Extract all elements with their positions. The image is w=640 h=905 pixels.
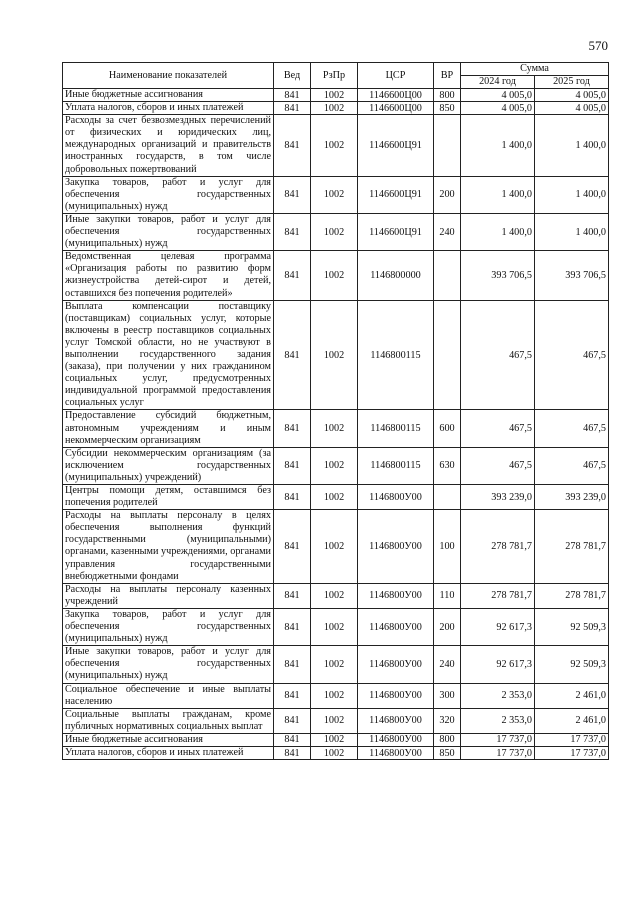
header-sum: Сумма bbox=[461, 63, 609, 76]
row-ved: 841 bbox=[274, 251, 311, 300]
row-value-2024: 1 400,0 bbox=[461, 176, 535, 213]
row-rzpr: 1002 bbox=[311, 447, 358, 484]
row-name: Закупка товаров, работ и услуг для обеспечения государственных (муниципальных) нужд bbox=[63, 608, 274, 645]
header-rzpr: РзПр bbox=[311, 63, 358, 89]
row-csr: 1146600Ц91 bbox=[358, 115, 434, 176]
row-value-2024: 467,5 bbox=[461, 447, 535, 484]
row-name: Иные закупки товаров, работ и услуг для обеспечения государственных (муниципальных) нужд bbox=[63, 646, 274, 683]
row-vr: 630 bbox=[434, 447, 461, 484]
row-value-2024: 1 400,0 bbox=[461, 213, 535, 250]
row-vr: 240 bbox=[434, 213, 461, 250]
table-row bbox=[63, 115, 609, 176]
row-ved: 841 bbox=[274, 176, 311, 213]
row-value-2024: 1 400,0 bbox=[461, 115, 535, 176]
row-value-2025: 4 005,0 bbox=[535, 89, 609, 102]
row-vr: 110 bbox=[434, 583, 461, 608]
row-ved: 841 bbox=[274, 410, 311, 447]
row-rzpr: 1002 bbox=[311, 646, 358, 683]
row-value-2025: 17 737,0 bbox=[535, 746, 609, 759]
row-value-2025: 17 737,0 bbox=[535, 733, 609, 746]
row-csr: 1146800У00 bbox=[358, 583, 434, 608]
row-rzpr: 1002 bbox=[311, 102, 358, 115]
row-csr: 1146800У00 bbox=[358, 733, 434, 746]
table-row bbox=[63, 708, 609, 733]
row-name: Центры помощи детям, оставшимся без попечения родителей bbox=[63, 485, 274, 510]
table-body bbox=[63, 89, 609, 760]
row-rzpr: 1002 bbox=[311, 410, 358, 447]
table-row bbox=[63, 410, 609, 447]
row-rzpr: 1002 bbox=[311, 746, 358, 759]
row-vr: 800 bbox=[434, 89, 461, 102]
row-value-2024: 278 781,7 bbox=[461, 583, 535, 608]
row-ved: 841 bbox=[274, 608, 311, 645]
budget-table bbox=[62, 62, 609, 760]
row-vr: 300 bbox=[434, 683, 461, 708]
row-name: Выплата компенсации поставщику (поставщикам) социальных услуг, которые включены в реестр поставщиков социальных услуг Томской области, но не участвуют в выполнении государственного задания (заказа), при получении у них гражданином социальных услуг, предусмотренных индивидуальной программой предоставления социальных услуг bbox=[63, 300, 274, 410]
row-rzpr: 1002 bbox=[311, 213, 358, 250]
row-csr: 1146800115 bbox=[358, 300, 434, 410]
header-2024: 2024 год bbox=[461, 76, 535, 89]
row-csr: 1146800У00 bbox=[358, 510, 434, 584]
row-name: Субсидии некоммерческим организациям (за исключением государственных (муниципальных) учреждений) bbox=[63, 447, 274, 484]
header-ved: Вед bbox=[274, 63, 311, 89]
row-ved: 841 bbox=[274, 447, 311, 484]
row-value-2025: 278 781,7 bbox=[535, 583, 609, 608]
row-name: Иные бюджетные ассигнования bbox=[63, 733, 274, 746]
header-csr: ЦСР bbox=[358, 63, 434, 89]
row-vr: 850 bbox=[434, 102, 461, 115]
row-vr bbox=[434, 300, 461, 410]
row-name: Иные бюджетные ассигнования bbox=[63, 89, 274, 102]
table-row bbox=[63, 683, 609, 708]
row-name: Уплата налогов, сборов и иных платежей bbox=[63, 102, 274, 115]
row-vr: 200 bbox=[434, 608, 461, 645]
row-ved: 841 bbox=[274, 510, 311, 584]
table-row bbox=[63, 251, 609, 300]
row-value-2025: 393 706,5 bbox=[535, 251, 609, 300]
table-row bbox=[63, 646, 609, 683]
row-csr: 1146800У00 bbox=[358, 646, 434, 683]
row-value-2024: 278 781,7 bbox=[461, 510, 535, 584]
row-value-2024: 4 005,0 bbox=[461, 102, 535, 115]
row-value-2025: 92 509,3 bbox=[535, 646, 609, 683]
row-vr bbox=[434, 115, 461, 176]
row-name: Социальное обеспечение и иные выплаты населению bbox=[63, 683, 274, 708]
row-name: Расходы на выплаты персоналу казенных учреждений bbox=[63, 583, 274, 608]
table-row bbox=[63, 510, 609, 584]
row-rzpr: 1002 bbox=[311, 176, 358, 213]
row-rzpr: 1002 bbox=[311, 300, 358, 410]
header-name: Наименование показателей bbox=[63, 63, 274, 89]
row-value-2025: 2 461,0 bbox=[535, 708, 609, 733]
row-value-2024: 2 353,0 bbox=[461, 708, 535, 733]
row-name: Социальные выплаты гражданам, кроме публичных нормативных социальных выплат bbox=[63, 708, 274, 733]
row-csr: 1146600Ц00 bbox=[358, 89, 434, 102]
table-header bbox=[63, 63, 609, 89]
row-rzpr: 1002 bbox=[311, 115, 358, 176]
row-csr: 1146800У00 bbox=[358, 485, 434, 510]
table-row bbox=[63, 300, 609, 410]
row-rzpr: 1002 bbox=[311, 583, 358, 608]
row-value-2024: 393 706,5 bbox=[461, 251, 535, 300]
row-value-2025: 1 400,0 bbox=[535, 176, 609, 213]
row-csr: 1146800115 bbox=[358, 410, 434, 447]
row-rzpr: 1002 bbox=[311, 89, 358, 102]
row-rzpr: 1002 bbox=[311, 708, 358, 733]
table-row bbox=[63, 733, 609, 746]
row-value-2025: 4 005,0 bbox=[535, 102, 609, 115]
row-csr: 1146800У00 bbox=[358, 683, 434, 708]
row-vr bbox=[434, 251, 461, 300]
row-vr: 600 bbox=[434, 410, 461, 447]
row-ved: 841 bbox=[274, 102, 311, 115]
row-value-2025: 467,5 bbox=[535, 410, 609, 447]
row-ved: 841 bbox=[274, 213, 311, 250]
table-row bbox=[63, 746, 609, 759]
row-value-2024: 92 617,3 bbox=[461, 608, 535, 645]
row-rzpr: 1002 bbox=[311, 485, 358, 510]
row-csr: 1146800У00 bbox=[358, 708, 434, 733]
table-row bbox=[63, 176, 609, 213]
row-csr: 1146800У00 bbox=[358, 746, 434, 759]
row-value-2025: 92 509,3 bbox=[535, 608, 609, 645]
table-row bbox=[63, 485, 609, 510]
row-csr: 1146600Ц91 bbox=[358, 176, 434, 213]
row-ved: 841 bbox=[274, 583, 311, 608]
row-value-2025: 393 239,0 bbox=[535, 485, 609, 510]
row-csr: 1146800000 bbox=[358, 251, 434, 300]
row-rzpr: 1002 bbox=[311, 251, 358, 300]
row-name: Ведомственная целевая программа «Организация работы по развитию форм жизнеустройства детей-сирот и детей, оставшихся без попечения родителей» bbox=[63, 251, 274, 300]
row-rzpr: 1002 bbox=[311, 608, 358, 645]
row-value-2024: 2 353,0 bbox=[461, 683, 535, 708]
table-row bbox=[63, 102, 609, 115]
row-value-2025: 467,5 bbox=[535, 300, 609, 410]
row-value-2025: 2 461,0 bbox=[535, 683, 609, 708]
row-ved: 841 bbox=[274, 300, 311, 410]
page-number: 570 bbox=[588, 38, 608, 53]
row-ved: 841 bbox=[274, 115, 311, 176]
row-name: Иные закупки товаров, работ и услуг для обеспечения государственных (муниципальных) нужд bbox=[63, 213, 274, 250]
row-value-2024: 17 737,0 bbox=[461, 746, 535, 759]
row-value-2024: 4 005,0 bbox=[461, 89, 535, 102]
row-value-2024: 17 737,0 bbox=[461, 733, 535, 746]
row-csr: 1146600Ц91 bbox=[358, 213, 434, 250]
table-row bbox=[63, 608, 609, 645]
row-vr bbox=[434, 485, 461, 510]
row-csr: 1146800У00 bbox=[358, 608, 434, 645]
row-value-2025: 467,5 bbox=[535, 447, 609, 484]
row-ved: 841 bbox=[274, 746, 311, 759]
table-row bbox=[63, 89, 609, 102]
row-vr: 200 bbox=[434, 176, 461, 213]
row-vr: 320 bbox=[434, 708, 461, 733]
row-ved: 841 bbox=[274, 485, 311, 510]
row-name: Закупка товаров, работ и услуг для обеспечения государственных (муниципальных) нужд bbox=[63, 176, 274, 213]
row-ved: 841 bbox=[274, 683, 311, 708]
row-csr: 1146800115 bbox=[358, 447, 434, 484]
row-value-2025: 278 781,7 bbox=[535, 510, 609, 584]
row-vr: 800 bbox=[434, 733, 461, 746]
row-name: Расходы за счет безвозмездных перечислений от физических и юридических лиц, международных организаций и правительств иностранных государств, в том числе добровольных пожертвований bbox=[63, 115, 274, 176]
row-name: Расходы на выплаты персоналу в целях обеспечения выполнения функций государственными (муниципальными) органами, казенными учреждениями, органами управления государственными внебюджетными фондами bbox=[63, 510, 274, 584]
table-row bbox=[63, 213, 609, 250]
row-value-2024: 467,5 bbox=[461, 300, 535, 410]
table-row bbox=[63, 583, 609, 608]
row-rzpr: 1002 bbox=[311, 733, 358, 746]
header-2025: 2025 год bbox=[535, 76, 609, 89]
row-vr: 100 bbox=[434, 510, 461, 584]
row-ved: 841 bbox=[274, 708, 311, 733]
row-rzpr: 1002 bbox=[311, 683, 358, 708]
row-ved: 841 bbox=[274, 646, 311, 683]
row-csr: 1146600Ц00 bbox=[358, 102, 434, 115]
row-value-2024: 393 239,0 bbox=[461, 485, 535, 510]
row-name: Предоставление субсидий бюджетным, автономным учреждениям и иным некоммерческим организациям bbox=[63, 410, 274, 447]
row-rzpr: 1002 bbox=[311, 510, 358, 584]
row-value-2025: 1 400,0 bbox=[535, 213, 609, 250]
row-vr: 850 bbox=[434, 746, 461, 759]
header-vr: ВР bbox=[434, 63, 461, 89]
row-value-2024: 92 617,3 bbox=[461, 646, 535, 683]
row-ved: 841 bbox=[274, 733, 311, 746]
row-value-2025: 1 400,0 bbox=[535, 115, 609, 176]
row-value-2024: 467,5 bbox=[461, 410, 535, 447]
row-ved: 841 bbox=[274, 89, 311, 102]
row-vr: 240 bbox=[434, 646, 461, 683]
row-name: Уплата налогов, сборов и иных платежей bbox=[63, 746, 274, 759]
table-row bbox=[63, 447, 609, 484]
